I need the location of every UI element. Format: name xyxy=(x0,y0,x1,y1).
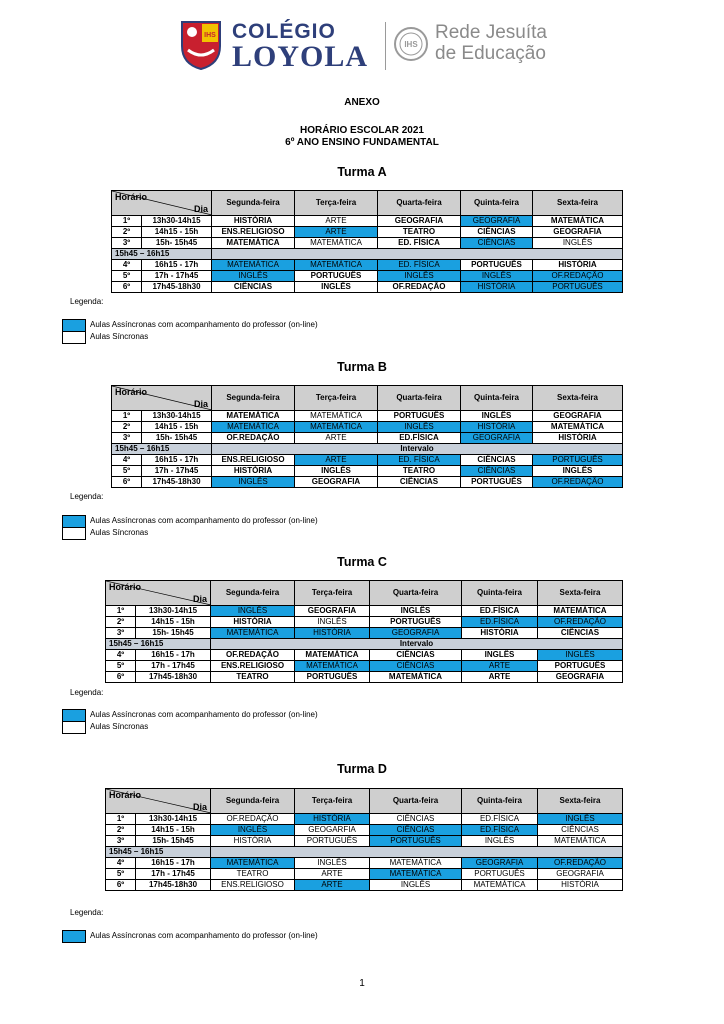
legend-sync-swatch xyxy=(62,331,86,344)
subject-cell: GEOGARFIA xyxy=(295,825,370,836)
subject-cell: OF.REDAÇÃO xyxy=(538,858,623,869)
period-time: 14h15 - 15h xyxy=(142,227,212,238)
subject-cell: GEOGRAFIA xyxy=(461,216,533,227)
period-number: 2º xyxy=(106,617,136,628)
horario-header: Horário xyxy=(109,790,142,800)
period-time: 16h15 - 17h xyxy=(142,455,212,466)
legend-label: Legenda: xyxy=(70,297,104,306)
subject-cell: CIÊNCIAS xyxy=(212,282,295,293)
break-time: 15h45 – 16h15 xyxy=(112,444,212,455)
subject-cell: GEOGRAFIA xyxy=(533,227,623,238)
horario-header: Horário xyxy=(115,192,148,202)
subject-cell: PORTUGUÊS xyxy=(461,477,533,488)
subject-cell: HISTÓRIA xyxy=(461,422,533,433)
day-header: Terça-feira xyxy=(295,191,378,216)
day-header: Segunda-feira xyxy=(211,581,295,606)
period-number: 4º xyxy=(106,650,136,661)
subject-cell: HISTÓRIA xyxy=(461,282,533,293)
subject-cell: INGLÊS xyxy=(212,271,295,282)
subject-cell: MATEMÁTICA xyxy=(212,422,295,433)
period-number: 2º xyxy=(106,825,136,836)
subject-cell: MATEMÁTICA xyxy=(212,238,295,249)
subject-cell: HISTÓRIA xyxy=(212,216,295,227)
subject-cell: INGLÊS xyxy=(378,422,461,433)
subject-cell: MATEMÁTICA xyxy=(533,216,623,227)
subject-cell: ARTE xyxy=(295,880,370,891)
period-number: 3º xyxy=(106,628,136,639)
table-row xyxy=(112,227,623,238)
subject-cell: ARTE xyxy=(295,869,370,880)
subject-cell: HISTÓRIA xyxy=(462,628,538,639)
subject-cell: GEOGRAFIA xyxy=(370,628,462,639)
subject-cell: INGLÊS xyxy=(211,825,295,836)
page-number: 1 xyxy=(359,978,365,989)
subject-cell: ED.FÍSICA xyxy=(462,617,538,628)
subject-cell: PORTUGUÊS xyxy=(533,282,623,293)
table-row xyxy=(106,869,623,880)
period-number: 4º xyxy=(112,455,142,466)
subject-cell: HISTÓRIA xyxy=(533,433,623,444)
break-time: 15h45 – 16h15 xyxy=(106,847,211,858)
period-time: 17h - 17h45 xyxy=(136,869,211,880)
break-row xyxy=(112,249,623,260)
period-time: 13h30-14h15 xyxy=(142,411,212,422)
turma-d-schedule-table xyxy=(105,788,623,891)
subject-cell: OF.REDAÇÃO xyxy=(211,814,295,825)
subject-cell: TEATRO xyxy=(211,672,295,683)
period-time: 13h30-14h15 xyxy=(136,606,211,617)
subject-cell: MATEMÁTICA xyxy=(295,411,378,422)
turma-c-title: Turma C xyxy=(337,555,387,569)
legend-sync-swatch xyxy=(62,721,86,734)
subject-cell: ARTE xyxy=(462,661,538,672)
subject-cell: INGLÊS xyxy=(461,271,533,282)
subject-cell: OF.REDAÇÃO xyxy=(538,617,623,628)
subject-cell: INGLÊS xyxy=(538,650,623,661)
period-number: 6º xyxy=(112,282,142,293)
turma-b-schedule-table xyxy=(111,385,623,488)
subject-cell: CIÊNCIAS xyxy=(370,814,462,825)
subject-cell: ED.FÍSICA xyxy=(378,433,461,444)
subject-cell: MATEMÁTICA xyxy=(538,606,623,617)
legend-sync-text: Aulas Síncronas xyxy=(90,722,149,731)
period-time: 17h - 17h45 xyxy=(142,466,212,477)
turma-a-title: Turma A xyxy=(337,165,387,179)
period-number: 6º xyxy=(106,880,136,891)
legend-sync-text: Aulas Síncronas xyxy=(90,528,149,537)
table-row xyxy=(106,661,623,672)
dia-header: Dia xyxy=(192,594,207,604)
subject-cell: GEOGRAFIA xyxy=(378,216,461,227)
subject-cell: ED. FÍSICA xyxy=(378,260,461,271)
table-row xyxy=(106,814,623,825)
table-row xyxy=(106,836,623,847)
break-label xyxy=(212,249,623,260)
day-header: Terça-feira xyxy=(295,789,370,814)
subject-cell: MATEMÁTICA xyxy=(295,650,370,661)
subject-cell: MATEMÁTICA xyxy=(295,422,378,433)
subject-cell: ED.FÍSICA xyxy=(462,606,538,617)
subject-cell: INGLÊS xyxy=(370,606,462,617)
subject-cell: INGLÊS xyxy=(378,271,461,282)
subject-cell: HISTÓRIA xyxy=(295,628,370,639)
day-header: Sexta-feira xyxy=(533,386,623,411)
subject-cell: CIÊNCIAS xyxy=(378,477,461,488)
period-time: 14h15 - 15h xyxy=(136,825,211,836)
period-time: 14h15 - 15h xyxy=(136,617,211,628)
subject-cell: HISTÓRIA xyxy=(211,836,295,847)
table-corner-header xyxy=(112,191,212,216)
period-time: 14h15 - 15h xyxy=(142,422,212,433)
subject-cell: CIÊNCIAS xyxy=(538,628,623,639)
subject-cell: TEATRO xyxy=(211,869,295,880)
table-row xyxy=(106,825,623,836)
period-number: 1º xyxy=(112,411,142,422)
subject-cell: INGLÊS xyxy=(295,858,370,869)
period-number: 6º xyxy=(106,672,136,683)
day-header: Sexta-feira xyxy=(538,581,623,606)
network-name-line2: de Educação xyxy=(435,43,546,64)
period-time: 13h30-14h15 xyxy=(136,814,211,825)
subject-cell: PORTUGUÊS xyxy=(538,661,623,672)
school-crest-icon xyxy=(180,20,222,70)
period-number: 5º xyxy=(106,661,136,672)
subject-cell: ENS.RELIGIOSO xyxy=(212,455,295,466)
subject-cell: ED.FÍSICA xyxy=(462,825,538,836)
subject-cell: OF.REDAÇÃO xyxy=(378,282,461,293)
subject-cell: MATEMÁTICA xyxy=(533,422,623,433)
dia-header: Dia xyxy=(193,204,208,214)
period-number: 6º xyxy=(112,477,142,488)
table-row xyxy=(106,880,623,891)
table-row xyxy=(112,422,623,433)
break-label: Intervalo xyxy=(211,639,623,650)
svg-text:IHS: IHS xyxy=(404,40,418,49)
period-number: 2º xyxy=(112,227,142,238)
period-number: 1º xyxy=(106,606,136,617)
table-row xyxy=(106,617,623,628)
subject-cell: MATEMÁTICA xyxy=(295,238,378,249)
day-header: Segunda-feira xyxy=(211,789,295,814)
break-row xyxy=(106,639,623,650)
dia-header: Dia xyxy=(193,399,208,409)
subject-cell: CIÊNCIAS xyxy=(461,227,533,238)
subject-cell: CIÊNCIAS xyxy=(538,825,623,836)
legend-label: Legenda: xyxy=(70,688,104,697)
day-header: Quinta-feira xyxy=(461,386,533,411)
subject-cell: MATEMÁTICA xyxy=(370,672,462,683)
legend-async-text: Aulas Assíncronas com acompanhamento do professor (on-line) xyxy=(90,931,318,940)
period-time: 17h45-18h30 xyxy=(136,880,211,891)
subject-cell: ARTE xyxy=(295,433,378,444)
subject-cell: OF.REDAÇÃO xyxy=(211,650,295,661)
subject-cell: PORTUGUÊS xyxy=(295,836,370,847)
turma-c-schedule-table xyxy=(105,580,623,683)
period-time: 17h - 17h45 xyxy=(142,271,212,282)
turma-b-title: Turma B xyxy=(337,360,387,374)
subject-cell: PORTUGUÊS xyxy=(370,617,462,628)
horario-header: Horário xyxy=(115,387,148,397)
period-time: 16h15 - 17h xyxy=(136,858,211,869)
subject-cell: ARTE xyxy=(462,672,538,683)
period-time: 15h- 15h45 xyxy=(142,433,212,444)
table-row xyxy=(112,466,623,477)
day-header: Terça-feira xyxy=(295,581,370,606)
subject-cell: INGLÊS xyxy=(533,466,623,477)
subject-cell: MATEMÁTICA xyxy=(212,260,295,271)
table-row xyxy=(112,282,623,293)
subject-cell: CIÊNCIAS xyxy=(461,238,533,249)
subject-cell: HISTÓRIA xyxy=(211,617,295,628)
school-name-line1: COLÉGIO xyxy=(232,20,336,43)
header-divider xyxy=(385,22,386,70)
subject-cell: MATEMÁTICA xyxy=(295,260,378,271)
subject-cell: PORTUGUÊS xyxy=(462,869,538,880)
day-header: Sexta-feira xyxy=(533,191,623,216)
subject-cell: ED.FÍSICA xyxy=(462,814,538,825)
subject-cell: INGLÊS xyxy=(212,477,295,488)
period-number: 4º xyxy=(106,858,136,869)
subject-cell: CIÊNCIAS xyxy=(370,650,462,661)
table-row xyxy=(106,672,623,683)
table-row xyxy=(112,455,623,466)
subject-cell: INGLÊS xyxy=(533,238,623,249)
subject-cell: MATEMÁTICA xyxy=(212,411,295,422)
subject-cell: CIÊNCIAS xyxy=(461,455,533,466)
period-time: 17h45-18h30 xyxy=(142,282,212,293)
legend-async-text: Aulas Assíncronas com acompanhamento do professor (on-line) xyxy=(90,516,318,525)
subject-cell: INGLÊS xyxy=(370,880,462,891)
dia-header: Dia xyxy=(192,802,207,812)
day-header: Quarta-feira xyxy=(378,386,461,411)
period-number: 3º xyxy=(112,433,142,444)
legend-async-text: Aulas Assíncronas com acompanhamento do professor (on-line) xyxy=(90,320,318,329)
legend-sync-text: Aulas Síncronas xyxy=(90,332,149,341)
subject-cell: GEOGRAFIA xyxy=(461,433,533,444)
period-number: 5º xyxy=(112,271,142,282)
subject-cell: OF.REDAÇÃO xyxy=(533,271,623,282)
subject-cell: ED. FÍSICA xyxy=(378,455,461,466)
subject-cell: OF.REDAÇÃO xyxy=(212,433,295,444)
period-time: 15h- 15h45 xyxy=(136,836,211,847)
day-header: Segunda-feira xyxy=(212,191,295,216)
subject-cell: INGLÊS xyxy=(295,466,378,477)
break-row xyxy=(112,444,623,455)
period-number: 1º xyxy=(106,814,136,825)
schedule-subtitle: 6º ANO ENSINO FUNDAMENTAL xyxy=(285,137,439,148)
subject-cell: ENS.RELIGIOSO xyxy=(211,880,295,891)
subject-cell: HISTÓRIA xyxy=(538,880,623,891)
table-corner-header xyxy=(106,581,211,606)
jesuit-seal-icon xyxy=(392,24,430,64)
period-time: 15h- 15h45 xyxy=(136,628,211,639)
schedule-title: HORÁRIO ESCOLAR 2021 xyxy=(300,125,424,136)
table-row xyxy=(112,216,623,227)
break-time: 15h45 – 16h15 xyxy=(106,639,211,650)
period-time: 17h45-18h30 xyxy=(136,672,211,683)
subject-cell: ED. FÍSICA xyxy=(378,238,461,249)
turma-d-title: Turma D xyxy=(337,762,387,776)
subject-cell: ARTE xyxy=(295,216,378,227)
day-header: Quarta-feira xyxy=(370,789,462,814)
table-row xyxy=(106,606,623,617)
subject-cell: MATEMÁTICA xyxy=(370,869,462,880)
subject-cell: CIÊNCIAS xyxy=(461,466,533,477)
break-time: 15h45 – 16h15 xyxy=(112,249,212,260)
svg-text:IHS: IHS xyxy=(204,32,216,39)
period-number: 5º xyxy=(106,869,136,880)
period-number: 1º xyxy=(112,216,142,227)
subject-cell: PORTUGUÊS xyxy=(370,836,462,847)
subject-cell: ENS.RELIGIOSO xyxy=(212,227,295,238)
subject-cell: MATEMÁTICA xyxy=(211,858,295,869)
table-row xyxy=(112,271,623,282)
subject-cell: GEOGRAFIA xyxy=(295,606,370,617)
subject-cell: GEOGRAFIA xyxy=(295,477,378,488)
horario-header: Horário xyxy=(109,582,142,592)
subject-cell: INGLÊS xyxy=(295,282,378,293)
table-row xyxy=(112,477,623,488)
subject-cell: OF.REDAÇÃO xyxy=(533,477,623,488)
turma-a-schedule-table xyxy=(111,190,623,293)
subject-cell: ARTE xyxy=(295,455,378,466)
subject-cell: HISTÓRIA xyxy=(533,260,623,271)
day-header: Quarta-feira xyxy=(370,581,462,606)
legend-async-swatch xyxy=(62,930,86,943)
table-corner-header xyxy=(112,386,212,411)
table-row xyxy=(112,433,623,444)
break-row xyxy=(106,847,623,858)
break-label: Intervalo xyxy=(212,444,623,455)
subject-cell: HISTÓRIA xyxy=(212,466,295,477)
subject-cell: MATEMÁTICA xyxy=(295,661,370,672)
period-time: 17h45-18h30 xyxy=(142,477,212,488)
subject-cell: MATEMÁTICA xyxy=(462,880,538,891)
page-header xyxy=(180,18,550,74)
subject-cell: PORTUGUÊS xyxy=(295,271,378,282)
subject-cell: CIÊNCIAS xyxy=(370,825,462,836)
subject-cell: TEATRO xyxy=(378,466,461,477)
period-number: 3º xyxy=(112,238,142,249)
subject-cell: PORTUGUÊS xyxy=(295,672,370,683)
subject-cell: GEOGRAFIA xyxy=(538,869,623,880)
day-header: Quinta-feira xyxy=(462,581,538,606)
subject-cell: ARTE xyxy=(295,227,378,238)
subject-cell: GEOGRAFIA xyxy=(533,411,623,422)
table-corner-header xyxy=(106,789,211,814)
subject-cell: INGLÊS xyxy=(462,650,538,661)
legend-label: Legenda: xyxy=(70,492,104,501)
period-time: 16h15 - 17h xyxy=(136,650,211,661)
network-name-line1: Rede Jesuíta xyxy=(435,22,547,43)
subject-cell: GEOGRAFIA xyxy=(462,858,538,869)
subject-cell: CIÊNCIAS xyxy=(370,661,462,672)
table-row xyxy=(106,858,623,869)
subject-cell: PORTUGUÊS xyxy=(461,260,533,271)
period-number: 3º xyxy=(106,836,136,847)
subject-cell: INGLÊS xyxy=(538,814,623,825)
subject-cell: INGLÊS xyxy=(462,836,538,847)
legend-sync-swatch xyxy=(62,527,86,540)
subject-cell: ENS.RELIGIOSO xyxy=(211,661,295,672)
legend-label: Legenda: xyxy=(70,908,104,917)
day-header: Terça-feira xyxy=(295,386,378,411)
subject-cell: INGLÊS xyxy=(211,606,295,617)
subject-cell: TEATRO xyxy=(378,227,461,238)
break-label xyxy=(211,847,623,858)
period-time: 17h - 17h45 xyxy=(136,661,211,672)
subject-cell: PORTUGUÊS xyxy=(533,455,623,466)
subject-cell: INGLÊS xyxy=(461,411,533,422)
period-number: 5º xyxy=(112,466,142,477)
subject-cell: MATEMÁTICA xyxy=(538,836,623,847)
subject-cell: PORTUGUÊS xyxy=(378,411,461,422)
table-row xyxy=(112,238,623,249)
legend-async-text: Aulas Assíncronas com acompanhamento do professor (on-line) xyxy=(90,710,318,719)
table-row xyxy=(112,411,623,422)
day-header: Quinta-feira xyxy=(462,789,538,814)
table-row xyxy=(106,650,623,661)
subject-cell: HISTÓRIA xyxy=(295,814,370,825)
period-time: 15h- 15h45 xyxy=(142,238,212,249)
period-time: 13h30-14h15 xyxy=(142,216,212,227)
day-header: Quinta-feira xyxy=(461,191,533,216)
period-number: 4º xyxy=(112,260,142,271)
subject-cell: MATEMÁTICA xyxy=(370,858,462,869)
subject-cell: GEOGRAFIA xyxy=(538,672,623,683)
subject-cell: INGLÊS xyxy=(295,617,370,628)
day-header: Quarta-feira xyxy=(378,191,461,216)
day-header: Sexta-feira xyxy=(538,789,623,814)
period-time: 16h15 - 17h xyxy=(142,260,212,271)
annex-label: ANEXO xyxy=(344,97,380,108)
subject-cell: MATEMÁTICA xyxy=(211,628,295,639)
table-row xyxy=(106,628,623,639)
table-row xyxy=(112,260,623,271)
school-name-line2: LOYOLA xyxy=(232,40,369,73)
day-header: Segunda-feira xyxy=(212,386,295,411)
period-number: 2º xyxy=(112,422,142,433)
